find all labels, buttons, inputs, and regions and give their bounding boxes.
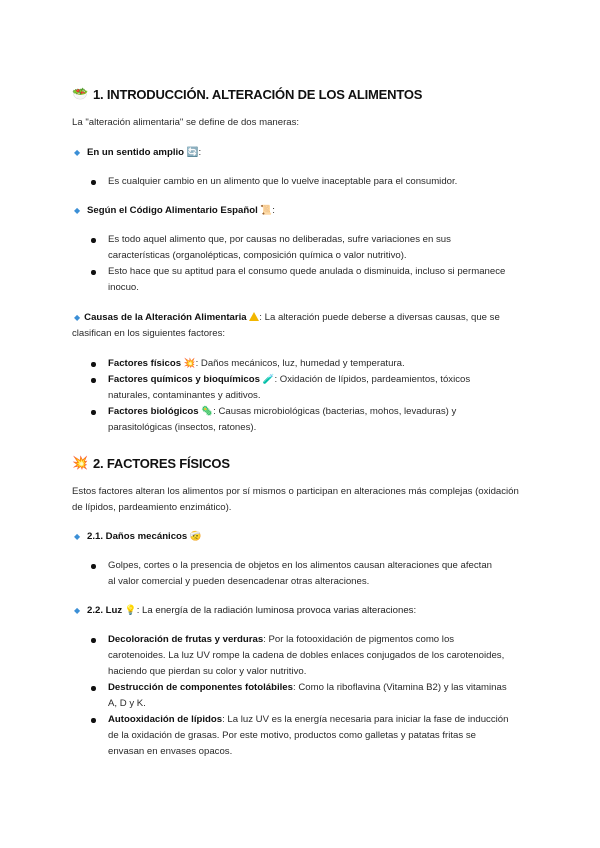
list-item	[72, 680, 512, 712]
codigo-list	[72, 232, 512, 296]
section-1-title	[72, 86, 422, 102]
danos-heading	[72, 529, 202, 545]
sentido-amplio-heading	[72, 145, 201, 161]
danos-list	[72, 558, 502, 590]
factor-text: : Causas microbiológicas (bacterias, mohos, levaduras) y parasitológicas (insectos, ratones).	[108, 406, 457, 433]
luz-text: : La energía de la radiación luminosa provoca varias alteraciones:	[136, 605, 417, 616]
diamond-bullet-icon: ◆	[74, 206, 81, 215]
section-2-intro: Estos factores alteran los alimentos por sí mismos o participan en alteraciones más complejas (oxidación de lípidos, pardeamiento enzimático).	[72, 486, 519, 513]
factor-text: : Daños mecánicos, luz, humedad y temperatura.	[195, 358, 405, 369]
section-1-title-text: 1. INTRODUCCIÓN. ALTERACIÓN DE LOS ALIMENTOS	[93, 86, 423, 102]
codigo-colon: :	[272, 205, 275, 216]
list-item: Golpes, cortes o la presencia de objetos en los alimentos causan alteraciones que afectan al valor comercial y pueden desencadenar otras alteraciones.	[72, 558, 502, 590]
list-item	[72, 372, 504, 404]
factor-label: Factores físicos	[108, 358, 182, 369]
bandaged-face-icon: 🤕	[189, 531, 202, 542]
luz-list	[72, 632, 512, 760]
light-bulb-icon: 💡	[124, 605, 137, 616]
sentido-amplio-list	[72, 174, 528, 190]
section-2-title	[72, 455, 230, 471]
causas-list	[72, 356, 504, 436]
diamond-bullet-icon: ◆	[74, 313, 81, 322]
list-item	[72, 712, 512, 760]
luz-item-text: : La luz UV es la energía necesaria para iniciar la fase de inducción de la oxidación de grasas. Por este motivo, productos como galletas y patatas fritas se envasan en envases opacos.	[108, 714, 509, 757]
causas-paragraph	[72, 310, 528, 342]
luz-heading	[72, 603, 416, 619]
collision-icon: 💥	[183, 358, 196, 369]
codigo-heading	[72, 203, 275, 219]
list-item: Es todo aquel alimento que, por causas no deliberadas, sufre variaciones en sus características (organolépticas, composición química o valor nutritivo).	[72, 232, 512, 264]
causas-text: : La alteración puede deberse a diversas causas, que se clasifican en los siguientes factores:	[72, 312, 500, 339]
luz-item-text: : Como la riboflavina (Vitamina B2) y las vitaminas A, D y K.	[108, 682, 507, 709]
factor-text: : Oxidación de lípidos, pardeamientos, tóxicos naturales, contaminantes y aditivos.	[108, 374, 471, 401]
luz-label: 2.2. Luz	[87, 605, 123, 616]
scroll-icon: 📜	[260, 205, 273, 216]
list-item	[72, 404, 504, 436]
luz-item-label: Destrucción de componentes fotolábiles	[108, 682, 293, 693]
list-item: Es cualquier cambio en un alimento que lo vuelve inaceptable para el consumidor.	[72, 174, 528, 190]
collision-icon: 💥	[72, 455, 88, 470]
salad-icon: 🥗	[72, 86, 88, 101]
luz-item-label: Autooxidación de lípidos	[108, 714, 223, 725]
diamond-bullet-icon: ◆	[74, 148, 81, 157]
warning-icon	[249, 312, 259, 321]
list-item: Esto hace que su aptitud para el consumo quede anulada o disminuida, incluso si permanece inocuo.	[72, 264, 512, 296]
diamond-bullet-icon: ◆	[74, 532, 81, 541]
microbe-icon: 🦠	[201, 406, 214, 417]
sentido-amplio-label: En un sentido amplio	[87, 147, 185, 158]
list-item	[72, 356, 504, 372]
luz-item-label: Decoloración de frutas y verduras	[108, 634, 264, 645]
test-tube-icon: 🧪	[262, 374, 275, 385]
list-item	[72, 632, 512, 680]
luz-item-text: : Por la fotooxidación de pigmentos como los carotenoides. La luz UV rompe la cadena de dobles enlaces conjugados de los carotenoides, haciendo que pierdan su color y valor nutritivo.	[108, 634, 505, 677]
refresh-icon: 🔄	[186, 147, 199, 158]
diamond-bullet-icon: ◆	[74, 606, 81, 615]
causas-label: Causas de la Alteración Alimentaria	[84, 312, 247, 323]
factor-label: Factores biológicos	[108, 406, 199, 417]
sentido-amplio-colon: :	[198, 147, 202, 158]
codigo-label: Según el Código Alimentario Español	[87, 205, 258, 216]
danos-label: 2.1. Daños mecánicos	[87, 531, 188, 542]
factor-label: Factores químicos y bioquímicos	[108, 374, 260, 385]
section-2-title-text: 2. FACTORES FÍSICOS	[93, 455, 230, 471]
section-1-intro: La "alteración alimentaria" se define de dos maneras:	[72, 117, 300, 128]
